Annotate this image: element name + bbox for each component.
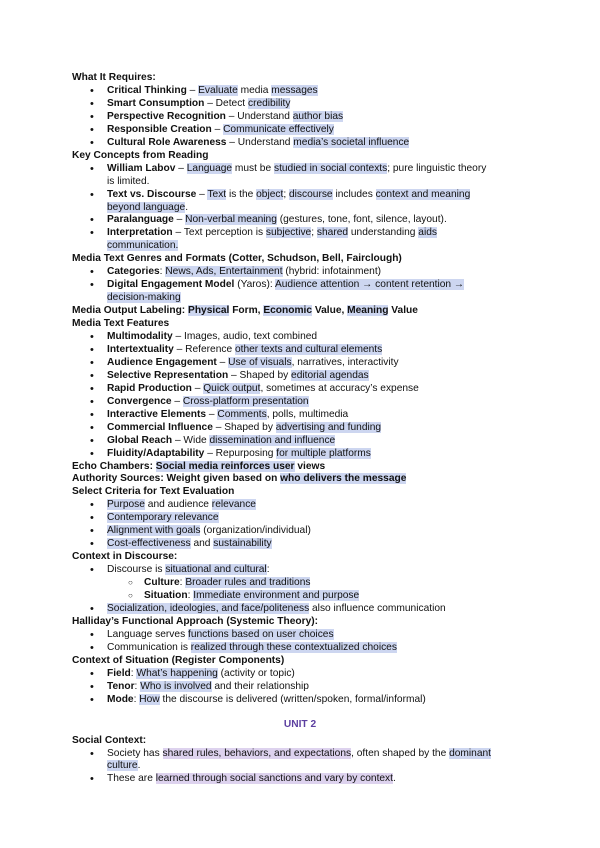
text-span: – Shaped by (212, 421, 276, 433)
bullet-continuation (107, 240, 178, 252)
text-span: : (133, 693, 140, 705)
highlighted-text: dominant (449, 747, 492, 759)
text-span: Language serves (107, 628, 188, 640)
bold-text: Echo Chambers (72, 460, 150, 472)
highlighted-text: Contemporary relevance (107, 512, 219, 524)
bold-text: Interpretation (107, 227, 173, 239)
bullet-item (107, 137, 409, 149)
highlighted-text: situational and cultural (165, 564, 267, 576)
bullet-item (107, 85, 318, 97)
highlighted-text: learned through social sanctions and vary by context (155, 773, 393, 785)
bullet-item (107, 512, 219, 524)
bullet-item (107, 227, 437, 239)
bullet-item (107, 331, 317, 343)
section-heading (72, 318, 169, 330)
bullet-item (107, 370, 369, 382)
highlighted-text: culture (107, 760, 138, 772)
bullet-item (107, 642, 397, 654)
bold-text: Categories (107, 266, 160, 278)
highlighted-text: dissemination and influence (209, 434, 336, 446)
text-span: (organization/individual) (200, 525, 311, 537)
text-span: ; (311, 227, 317, 239)
bullet-item (107, 279, 464, 291)
text-span: , sometimes at accuracy’s expense (260, 382, 419, 394)
highlighted-text: shared (316, 227, 349, 239)
text-span: – (171, 395, 183, 407)
bullet-continuation (107, 202, 188, 214)
bullet-item (107, 344, 382, 356)
bold-text: Mode (107, 693, 134, 705)
highlighted-text: Purpose (107, 499, 145, 511)
bullet-item (107, 499, 256, 511)
bold-text: Cultural Role Awareness (107, 136, 227, 148)
text-span: (Yaros): (234, 279, 275, 291)
bullet-item (107, 629, 334, 641)
bold-text: Key Concepts from Reading (72, 149, 209, 161)
bold-text: William Labov (107, 162, 176, 174)
highlighted-text: beyond language (107, 201, 186, 213)
bullet-item (107, 111, 343, 123)
bullet-continuation (107, 292, 181, 304)
text-span: Value (388, 305, 418, 317)
text-span: – (211, 123, 224, 135)
bold-text: Fluidity/Adaptability (107, 447, 205, 459)
section-heading (72, 461, 325, 473)
bullet-item (107, 681, 309, 693)
highlighted-text: Broader rules and traditions (185, 577, 311, 588)
text-span: – Shaped by (228, 369, 292, 381)
bullet-item (107, 773, 396, 785)
section-heading (72, 150, 208, 162)
bullet-item (107, 357, 399, 369)
text-span: is the (226, 188, 257, 200)
text-span: – (191, 382, 204, 394)
bullet-item (107, 564, 270, 576)
highlighted-text: Who is involved (140, 680, 212, 692)
bullet-item (107, 214, 447, 226)
text-span: understanding (348, 227, 419, 239)
section-heading (72, 473, 406, 485)
text-span: Value, (312, 305, 348, 317)
text-span: . (137, 760, 141, 772)
bold-text: Field (107, 667, 131, 679)
highlighted-text: realized through these contextualized choices (190, 641, 397, 653)
bullet-item (107, 668, 295, 680)
bullet-item (107, 435, 335, 447)
text-span: , often shaped by the (351, 747, 450, 759)
highlighted-text: Comments (217, 408, 267, 420)
section-heading (72, 735, 146, 747)
text-span: is limited. (107, 175, 150, 187)
bold-text: Commercial Influence (107, 421, 213, 433)
bold-text: Interactive Elements (107, 408, 207, 420)
highlighted-text: for multiple platforms (276, 447, 371, 459)
bold-text: Authority Sources (72, 473, 161, 485)
highlighted-text: sustainability (213, 538, 272, 550)
text-span: – Wide (172, 434, 210, 446)
bold-text: Digital Engagement Model (107, 279, 235, 291)
highlighted-text: Social media reinforces user (155, 460, 295, 472)
bullet-item (107, 603, 446, 615)
text-span: includes (332, 188, 376, 200)
section-heading (72, 253, 402, 265)
text-span: ; pure linguistic theory (387, 162, 487, 174)
text-span: views (294, 460, 326, 472)
text-span: – (186, 85, 199, 96)
bullet-item (107, 409, 348, 421)
bold-text: Rapid Production (107, 382, 192, 394)
text-span: Society has (107, 747, 163, 759)
bullet-item (107, 163, 486, 175)
text-span: : (130, 667, 137, 679)
bold-text: Culture (144, 577, 180, 588)
highlighted-text: Physical (188, 305, 230, 317)
text-span: , polls, multimedia (266, 408, 349, 420)
highlighted-text: credibility (247, 97, 291, 109)
highlighted-text: News, Ads, Entertainment (165, 266, 283, 278)
text-span: . (185, 201, 189, 213)
bullet-item (107, 124, 334, 136)
text-span: the discourse is delivered (written/spoken, formal/informal) (159, 693, 426, 705)
bullet-item (107, 538, 272, 550)
highlighted-text: media’s societal influence (293, 136, 410, 148)
highlighted-text: Language (186, 162, 233, 174)
text-span: – (206, 408, 218, 420)
text-span: (hybrid: infotainment) (282, 266, 382, 278)
text-span: : (266, 564, 270, 576)
text-span: Communication is (107, 641, 191, 653)
highlighted-text: context and meaning (375, 188, 471, 200)
text-span: and their relationship (211, 680, 309, 692)
text-span: : (134, 680, 141, 692)
highlighted-text: messages (271, 85, 318, 96)
highlighted-text: shared rules, behaviors, and expectations (162, 747, 352, 759)
section-heading (72, 72, 156, 84)
bullet-continuation (107, 760, 140, 772)
sub-bullet-item (144, 577, 310, 589)
highlighted-text: author bias (292, 110, 344, 122)
bold-text: Paralanguage (107, 214, 174, 226)
section-heading (72, 486, 234, 498)
text-span: – Understand (225, 110, 293, 122)
highlighted-text: Economic (263, 305, 313, 317)
sub-bullet-item (144, 590, 359, 602)
section-heading (72, 305, 418, 317)
text-span: – Understand (226, 136, 294, 148)
bullet-item (107, 422, 381, 434)
text-span: : (159, 266, 166, 278)
highlighted-text: Immediate environment and purpose (193, 590, 360, 601)
bold-text: Context in Discourse: (72, 551, 178, 563)
highlighted-text: Meaning (347, 305, 389, 317)
highlighted-text: decision-making (107, 292, 181, 304)
text-span: – (196, 188, 208, 200)
highlighted-text: Non-verbal meaning (185, 214, 277, 226)
highlighted-text: Quick output (203, 382, 261, 394)
highlighted-text: Cross-platform presentation (182, 395, 309, 407)
bullet-item (107, 98, 290, 110)
highlighted-text: subjective (265, 227, 312, 239)
highlighted-text: Text (207, 188, 227, 200)
highlighted-text: functions based on user choices (188, 628, 334, 640)
bullet-item (107, 266, 381, 278)
bold-text: Intertextuality (107, 343, 174, 355)
bullet-item (107, 694, 426, 706)
highlighted-text: Socialization, ideologies, and face/politeness (107, 603, 310, 614)
bold-text: Context of Situation (Register Components) (72, 654, 285, 666)
bold-text: Text vs. Discourse (107, 188, 197, 200)
highlighted-text: advertising and funding (275, 421, 382, 433)
section-heading (72, 655, 284, 667)
bold-text: Responsible Creation (107, 123, 212, 135)
text-span: – Images, audio, text combined (172, 331, 318, 342)
bold-text: Global Reach (107, 434, 173, 446)
bold-text: Halliday’s Functional Approach (Systemic Theory): (72, 615, 319, 627)
text-span: Discourse is (107, 564, 166, 576)
text-span: must be (232, 162, 274, 174)
text-span: – (173, 214, 186, 226)
highlighted-text: Use of visuals (228, 356, 292, 368)
bold-text: Selective Representation (107, 369, 229, 381)
bold-text: Perspective Recognition (107, 110, 226, 122)
text-span: (activity or topic) (217, 667, 295, 679)
highlighted-text: discourse (289, 188, 333, 200)
highlighted-text: aids (418, 227, 437, 239)
bold-text: Tenor (107, 680, 135, 692)
bullet-continuation (107, 176, 149, 188)
highlighted-text: What’s happening (136, 667, 218, 679)
highlighted-text: Cost-effectiveness (107, 538, 191, 550)
text-span: – (175, 162, 187, 174)
highlighted-text: Evaluate (198, 85, 238, 96)
text-span: . (393, 773, 396, 785)
text-span: and audience (144, 499, 212, 511)
bold-text: Media Text Genres and Formats (Cotter, Schudson, Bell, Fairclough) (72, 253, 402, 265)
bold-text: Media Text Features (72, 318, 170, 329)
bold-text: Smart Consumption (107, 97, 205, 109)
text-span: : (149, 460, 156, 472)
text-span: : (187, 590, 194, 601)
bold-text: Convergence (107, 395, 172, 407)
bullet-item (107, 525, 311, 537)
text-span: media (237, 85, 272, 96)
bold-text: What It Requires: (72, 72, 156, 83)
text-span: ; (283, 188, 289, 200)
highlighted-text: who delivers the message (280, 473, 407, 485)
highlighted-text: other texts and cultural elements (234, 343, 383, 355)
highlighted-text: object (256, 188, 284, 200)
highlighted-text: studied in social contexts (273, 162, 388, 174)
text-span: Form, (229, 305, 264, 317)
bold-text: Multimodality (107, 331, 173, 342)
highlighted-text: How (139, 693, 160, 705)
bullet-item (107, 396, 309, 408)
text-span: also influence communication (309, 603, 446, 614)
highlighted-text: editorial agendas (291, 369, 369, 381)
text-span: , narratives, interactivity (291, 356, 399, 368)
bullet-item (107, 448, 371, 460)
section-heading (72, 551, 177, 563)
text-span: – Detect (204, 97, 248, 109)
bold-text: Critical Thinking (107, 85, 187, 96)
text-span: – (216, 356, 229, 368)
bullet-item (107, 189, 470, 201)
text-span: (gestures, tone, font, silence, layout). (276, 214, 447, 226)
text-span: – Reference (173, 343, 235, 355)
highlighted-text: relevance (211, 499, 256, 511)
highlighted-text: Communicate effectively (223, 123, 334, 135)
bullet-item (107, 748, 491, 760)
bold-text: Audience Engagement (107, 356, 217, 368)
highlighted-text: Audience attention → content retention → (274, 279, 465, 291)
bold-text: Situation (144, 590, 188, 601)
bold-text: Select Criteria for Text Evaluation (72, 486, 235, 498)
highlighted-text: Alignment with goals (107, 525, 201, 537)
text-span: : Weight given based on (160, 473, 281, 485)
text-span: – Text perception is (172, 227, 266, 239)
bullet-item (107, 383, 419, 395)
text-span: – Repurposing (204, 447, 277, 459)
bold-text: Social Context: (72, 734, 147, 746)
highlighted-text: communication. (107, 240, 179, 252)
text-span: : (179, 577, 186, 588)
section-heading (72, 616, 318, 628)
text-span: These are (107, 773, 156, 785)
bold-text: UNIT 2 (283, 718, 317, 730)
bold-text: Media Output Labeling: (72, 305, 186, 317)
unit-heading (0, 719, 600, 731)
text-span: and (190, 538, 214, 550)
